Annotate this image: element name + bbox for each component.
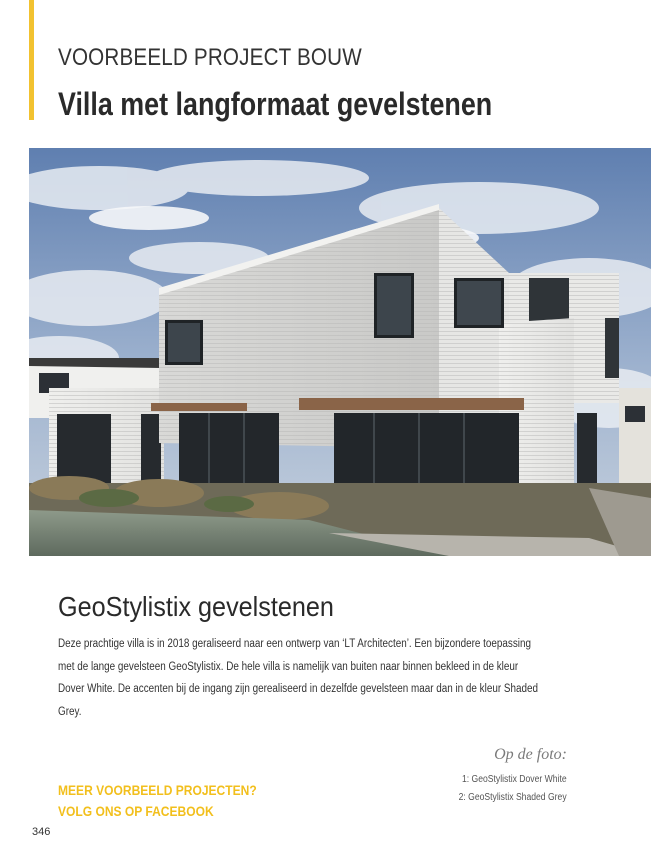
section-title: GeoStylistix gevelstenen [58,591,334,622]
accent-bar [29,0,34,120]
body-paragraph: Deze prachtige villa is in 2018 geraliseerd naar een ontwerp van ‘LT Architecten’. Een bijzondere toepassing met de lange gevelsteen GeoStylistix. De hele villa is namelijk van buiten naar binnen bekleed in de kleur Dover White. De accenten bij de ingang zijn gerealiseerd in dezelfde gevelsteen maar dan in de kleur Shaded Grey. [58,638,538,718]
villa-photo [29,148,651,556]
caption-heading: Op de foto: [494,746,567,763]
page-title: Villa met langformaat gevelstenen [58,86,493,122]
facebook-cta[interactable] [58,780,257,822]
cta-line: MEER VOORBEELD PROJECTEN? [58,782,257,798]
page-number: 346 [32,826,51,838]
caption-item: 2: GeoStylistix Shaded Grey [458,792,567,803]
page-kicker: VOORBEELD PROJECT BOUW [58,44,362,71]
cta-line: VOLG ONS OP FACEBOOK [58,803,214,819]
caption-list [459,771,567,807]
caption-item: 1: GeoStylistix Dover White [462,774,567,785]
